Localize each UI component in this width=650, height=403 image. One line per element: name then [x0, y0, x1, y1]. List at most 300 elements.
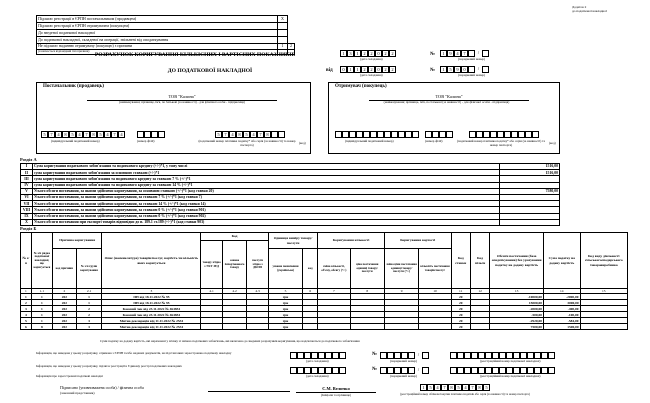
annex-line-2: до податкової накладної — [572, 9, 607, 14]
digit-cell[interactable]: 2 — [368, 50, 375, 57]
table-cell: 20 — [451, 312, 470, 318]
table-cell: VII — [21, 201, 33, 207]
digit-cell[interactable] — [384, 131, 391, 138]
footer-reg-2[interactable] — [450, 367, 555, 374]
digit-cell[interactable] — [520, 367, 527, 374]
digit-cell[interactable]: 2 — [361, 66, 368, 73]
section-b-table — [20, 232, 628, 330]
digit-cell[interactable]: 5 — [69, 131, 76, 138]
digit-cell[interactable] — [394, 367, 401, 374]
digit-cell[interactable] — [318, 352, 325, 359]
table-cell: Код виду діяльності сільськогосподарського товаровиробника — [580, 233, 627, 289]
digit-cell[interactable] — [356, 131, 363, 138]
digit-cell[interactable] — [468, 66, 475, 73]
seller-name[interactable]: ТОВ "Калина" — [168, 94, 196, 99]
digit-cell[interactable] — [513, 352, 520, 359]
digit-cell[interactable] — [271, 131, 278, 138]
table-cell: Сума коригування податкового зобов'язання та податкового кредиту (+/-)*1, у тому числі — [32, 164, 499, 170]
table-cell — [580, 324, 627, 330]
digit-cell[interactable] — [387, 352, 394, 359]
digit-cell[interactable]: 2 — [389, 66, 396, 73]
digit-cell[interactable]: 4 — [76, 131, 83, 138]
buyer-block — [328, 82, 560, 154]
digit-cell[interactable]: 7 — [111, 131, 118, 138]
table-cell: 2 — [52, 289, 76, 294]
digit-cell[interactable]: 5 — [447, 66, 454, 73]
table-cell: Усього обсяги постачання, за якими здійснено коригування, за ставкою 0 % (+/-)*1 (код ставки 901) — [32, 207, 499, 213]
table-cell: 202 — [52, 318, 76, 324]
buyer-name-caption: (найменування; прізвище, ім'я, по батькові (за наявності) - для фізичної особи - підприємця) — [383, 100, 510, 104]
table-cell: 7580,00 — [500, 188, 560, 194]
table-cell: 7500,00 — [490, 324, 544, 330]
digit-cell[interactable]: 4 — [55, 131, 62, 138]
table-cell: 2 — [76, 312, 102, 318]
check-box[interactable]: X — [278, 16, 288, 23]
table-row — [37, 16, 295, 23]
table-cell: -400,00 — [544, 306, 581, 312]
table-row — [21, 324, 628, 330]
table-cell: 3 — [76, 318, 102, 324]
digit-cell[interactable]: 1 — [440, 66, 447, 73]
digit-cell[interactable] — [363, 131, 370, 138]
digit-cell[interactable]: 5 — [97, 131, 104, 138]
check-label: Підлягає реєстрації в ЄРПН постачальником (продавцем) — [37, 16, 278, 23]
digit-cell[interactable] — [534, 367, 541, 374]
table-cell: зміна ціни постачання одиниці товару/послуги (+/-) — [384, 249, 418, 289]
table-cell: -500,00 — [490, 312, 544, 318]
digit-cell[interactable]: 0 — [461, 66, 468, 73]
digit-cell[interactable] — [511, 131, 518, 138]
digit-cell[interactable]: 4 — [104, 131, 111, 138]
table-cell: Код пільги — [470, 233, 489, 289]
digit-cell[interactable] — [446, 131, 453, 138]
table-cell: 1 — [31, 300, 52, 306]
num-caption: (порядковий номер) — [458, 73, 486, 77]
digit-cell[interactable] — [370, 131, 377, 138]
digit-cell[interactable] — [468, 50, 475, 57]
digit-cell[interactable]: 4 — [454, 50, 461, 57]
table-cell: IV — [21, 182, 33, 188]
digit-cell[interactable]: / — [417, 367, 420, 372]
table-cell: 1 — [31, 318, 52, 324]
seller-name-caption: (найменування; прізвище, ім'я, по батькові (за наявності) - для фізичної особи - підприємця) — [119, 100, 245, 104]
digit-cell[interactable]: 3 — [347, 50, 354, 57]
annex-note — [572, 5, 607, 14]
table-cell: 1516,00 — [500, 164, 560, 170]
buyer-pass-caption: (податковий номер платника податку* або серія (за наявності) та номер паспорта) — [457, 139, 545, 147]
buyer-heading: Отримувач (покупець) — [335, 84, 387, 89]
digit-cell[interactable] — [548, 367, 555, 374]
digit-cell[interactable]: 2 — [368, 66, 375, 73]
digit-cell[interactable]: 0 — [375, 50, 382, 57]
check-box[interactable] — [278, 23, 288, 30]
table-cell: грн — [268, 300, 302, 306]
digit-cell[interactable]: 4 — [118, 131, 125, 138]
digit-cell[interactable] — [318, 367, 325, 374]
table-cell: 14 — [544, 289, 581, 294]
digit-cell[interactable] — [412, 131, 419, 138]
digit-cell[interactable] — [464, 352, 471, 359]
digit-cell[interactable] — [325, 367, 332, 374]
digit-cell[interactable] — [457, 352, 464, 359]
table-cell: ПН від 18.11.2022 № 95 — [102, 300, 201, 306]
digit-cell[interactable]: 1 — [340, 50, 347, 57]
table-cell: Усього обсяги постачання при експорті товарів відповідно до п. 189.1 ст.189 (+/-)*1 (код ставки 903) — [32, 219, 499, 225]
table-row — [21, 219, 560, 225]
buyer-code[interactable] — [469, 131, 539, 138]
reason-type-box[interactable]: 1 — [278, 44, 288, 50]
table-cell — [201, 324, 223, 330]
table-cell: ціна постачання одиниці товару/послуги — [350, 249, 384, 289]
table-cell — [287, 23, 294, 30]
digit-cell[interactable]: 8 — [476, 384, 483, 391]
table-cell: V — [21, 188, 33, 194]
correction-date[interactable] — [340, 50, 396, 57]
table-cell: 4.1 — [201, 289, 223, 294]
digit-cell[interactable] — [380, 367, 387, 374]
table-cell: 8 — [350, 289, 384, 294]
digit-cell[interactable] — [476, 131, 483, 138]
digit-cell[interactable] — [339, 367, 346, 374]
invoice-date[interactable] — [340, 66, 396, 73]
table-cell: VI — [21, 194, 33, 200]
table-cell: код — [303, 249, 318, 289]
check-label: Підлягає реєстрації в ЄРПН отримувачем (покупцем) — [37, 23, 278, 30]
footer-date-2[interactable] — [290, 367, 346, 374]
digit-cell[interactable] — [311, 367, 318, 374]
digit-cell[interactable] — [405, 131, 412, 138]
digit-cell[interactable] — [485, 352, 492, 359]
digit-cell[interactable] — [478, 367, 485, 374]
table-cell: 202 — [52, 312, 76, 318]
digit-cell[interactable]: 4 — [229, 131, 236, 138]
digit-cell[interactable] — [311, 352, 318, 359]
digit-cell[interactable] — [394, 352, 401, 359]
table-cell — [384, 324, 418, 330]
digit-cell[interactable] — [439, 131, 446, 138]
digit-cell[interactable] — [499, 352, 506, 359]
digit-cell[interactable]: 7 — [461, 50, 468, 57]
digit-cell[interactable] — [408, 367, 415, 374]
table-cell: IX — [21, 213, 33, 219]
table-cell: 1 — [21, 294, 32, 300]
signer-code[interactable] — [420, 384, 490, 391]
digit-cell[interactable] — [408, 352, 415, 359]
table-cell: I — [21, 164, 33, 170]
digit-cell[interactable] — [391, 131, 398, 138]
seller-branch-caption: (номер філії) — [137, 139, 155, 143]
table-cell — [350, 324, 384, 330]
digit-cell[interactable] — [492, 367, 499, 374]
footer-reg-caption: (реєстраційний номер податкової накладної) — [480, 359, 541, 363]
buyer-ipn-caption: (індивідуальний податковий номер) — [345, 139, 394, 143]
footer-date-1[interactable] — [290, 352, 346, 359]
digit-cell[interactable]: 7 — [257, 131, 264, 138]
digit-cell[interactable] — [485, 367, 492, 374]
digit-cell[interactable]: 2 — [389, 50, 396, 57]
digit-cell[interactable] — [325, 352, 332, 359]
digit-cell[interactable] — [297, 352, 304, 359]
footer-note-1: Суми податку на додану вартість, які нараховані у зв'язку зі зміною податкових зобов'язань, які включено до зведених розрахунків коригування, що надсилаються до податкового зобов'язання — [100, 339, 360, 343]
digit-cell[interactable] — [527, 352, 534, 359]
digit-cell[interactable] — [482, 50, 489, 57]
digit-cell[interactable]: 1 — [420, 384, 427, 391]
digit-cell[interactable] — [398, 131, 405, 138]
signer-code-caption: (реєстраційний номер облікової картки платника податків або серія (за наявності) та номер паспорта) — [400, 392, 530, 396]
digit-cell[interactable]: 5 — [41, 131, 48, 138]
digit-cell[interactable] — [339, 352, 346, 359]
table-cell: -2000,00 — [544, 294, 581, 300]
digit-cell[interactable] — [335, 131, 342, 138]
table-cell — [419, 324, 451, 330]
digit-cell[interactable] — [137, 131, 144, 138]
digit-cell[interactable]: 7 — [83, 131, 90, 138]
table-cell: ПН від 18.11.2022 № 95 — [102, 294, 201, 300]
seller-ipn[interactable] — [41, 131, 125, 138]
digit-cell[interactable]: 1 — [347, 66, 354, 73]
digit-cell[interactable]: 4 — [250, 131, 257, 138]
buyer-branch-caption: (номер філії) — [425, 139, 443, 143]
digit-cell[interactable] — [482, 66, 489, 73]
digit-cell[interactable]: / — [417, 352, 420, 357]
digit-cell[interactable]: 8 — [264, 131, 271, 138]
digit-cell[interactable] — [532, 131, 539, 138]
table-cell: сума коригування податкового зобов'язання та податкового кредиту за ставкою 14 % (+/-)*1 — [32, 182, 499, 188]
digit-cell[interactable]: 5 — [215, 131, 222, 138]
digit-cell[interactable]: / — [477, 66, 480, 71]
digit-cell[interactable] — [304, 367, 311, 374]
digit-cell[interactable] — [492, 352, 499, 359]
table-cell: III — [21, 176, 33, 182]
signature-line[interactable] — [208, 391, 290, 392]
footer-reg-caption: (реєстраційний номер податкової накладної) — [480, 374, 541, 378]
check-label: До зведеної податкової накладної — [37, 30, 278, 37]
table-cell: 4.3 — [247, 289, 269, 294]
digit-cell[interactable] — [422, 352, 429, 359]
digit-cell[interactable] — [471, 352, 478, 359]
table-cell: 9 — [384, 289, 418, 294]
footer-num-caption: (порядковий номер) — [390, 359, 418, 363]
digit-cell[interactable] — [425, 131, 432, 138]
digit-cell[interactable] — [534, 352, 541, 359]
table-cell: -584,00 — [544, 318, 581, 324]
digit-cell[interactable]: 8 — [62, 131, 69, 138]
digit-cell[interactable] — [478, 352, 485, 359]
table-cell: Обсяги постачання (база оподаткування) без урахування податку на додану вартість — [490, 233, 544, 289]
table-cell: Опис (номенклатура) товарів/послуг, вартість чи кількість яких коригується — [102, 233, 201, 289]
table-cell: 10 — [419, 289, 451, 294]
digit-cell[interactable]: 8 — [448, 384, 455, 391]
table-row — [21, 233, 628, 241]
digit-cell[interactable] — [469, 131, 476, 138]
digit-cell[interactable] — [457, 367, 464, 374]
digit-cell[interactable]: 1 — [440, 50, 447, 57]
digit-cell[interactable]: 2 — [382, 50, 389, 57]
digit-cell[interactable] — [483, 131, 490, 138]
table-cell: сума коригування податкового зобов'язання за основною ставкою (+/-)*1 — [32, 170, 499, 176]
digit-cell[interactable] — [518, 131, 525, 138]
digit-cell[interactable] — [290, 367, 297, 374]
no-label: № — [430, 68, 436, 73]
digit-cell[interactable]: 8 — [90, 131, 97, 138]
table-cell: код причини — [52, 249, 76, 289]
digit-cell[interactable] — [497, 131, 504, 138]
table-cell: Усього обсяги постачання, за якими здійснено коригування, за ставкою 14 % (+/-)*1 (код ставки 14) — [32, 201, 499, 207]
table-cell: Митна декларація від 11.11.2022 № 2534 — [102, 324, 201, 330]
table-cell: Усього обсяги постачання, за якими здійснено коригування, за основною ставкою (+/-)*1 (код ставки 20) — [32, 188, 499, 194]
buyer-name[interactable]: ТОВ "Калина" — [435, 94, 463, 99]
digit-cell[interactable]: 9 — [454, 66, 461, 73]
digit-cell[interactable] — [541, 352, 548, 359]
digit-cell[interactable] — [548, 352, 555, 359]
digit-cell[interactable] — [144, 131, 151, 138]
table-cell: 6 — [303, 289, 318, 294]
table-row — [37, 23, 295, 30]
footer-reg-1[interactable] — [450, 352, 555, 359]
digit-cell[interactable]: 7 — [222, 131, 229, 138]
digit-cell[interactable] — [506, 352, 513, 359]
table-cell: № з/п групи коригування — [76, 249, 102, 289]
signer-name: С.М. Величко — [322, 386, 350, 391]
digit-cell[interactable]: 1 — [354, 50, 361, 57]
no-label: № — [430, 52, 436, 57]
table-cell: умовне позначення (українське) — [268, 249, 302, 289]
digit-cell[interactable]: 4 — [462, 384, 469, 391]
seller-code-note: (код) — [299, 141, 306, 145]
buyer-ipn[interactable] — [335, 131, 419, 138]
table-cell: товару згідно з УКТ ЗЕД — [201, 241, 223, 289]
table-cell: 6 — [21, 324, 32, 330]
table-cell: 5 — [21, 318, 32, 324]
table-cell — [318, 324, 350, 330]
table-cell: грн — [268, 294, 302, 300]
table-cell: 202 — [52, 300, 76, 306]
check-box[interactable] — [278, 30, 288, 37]
digit-cell[interactable]: 5 — [243, 131, 250, 138]
footer-no-label: № — [372, 352, 378, 357]
footer-no-label: № — [372, 367, 378, 372]
footer-note-2: Інформація, що наведена у цьому розрахунку, отримана з ЄРПН та/або наданих документів, на підставі яких зареєстровано податкову накладну — [36, 351, 232, 355]
digit-cell[interactable] — [278, 131, 285, 138]
table-cell: 1 — [31, 312, 52, 318]
table-cell: -100,00 — [544, 312, 581, 318]
invoice-number[interactable] — [440, 66, 489, 73]
digit-cell[interactable] — [304, 352, 311, 359]
digit-cell[interactable] — [504, 131, 511, 138]
digit-cell[interactable]: 5 — [427, 384, 434, 391]
table-cell: 4.2 — [222, 289, 246, 294]
digit-cell[interactable]: 2 — [382, 66, 389, 73]
digit-cell[interactable] — [377, 131, 384, 138]
section-a-heading: Розділ А — [20, 157, 37, 162]
digit-cell[interactable] — [513, 367, 520, 374]
digit-cell[interactable]: 0 — [340, 66, 347, 73]
seller-branch[interactable] — [137, 131, 165, 138]
digit-cell[interactable]: 2 — [361, 50, 368, 57]
digit-cell[interactable] — [499, 367, 506, 374]
table-cell: 1 — [76, 294, 102, 300]
footer-note-3: Інформація, що наведена у цьому розрахунку, підлягає реєстрації в Єдиному реєстрі податкових накладних — [36, 364, 182, 368]
digit-cell[interactable]: 7 — [469, 384, 476, 391]
digit-cell[interactable] — [422, 367, 429, 374]
digit-cell[interactable]: 8 — [236, 131, 243, 138]
digit-cell[interactable] — [471, 367, 478, 374]
digit-cell[interactable] — [290, 352, 297, 359]
table-cell: зміна кількості, об'єму, обсягу (+/-) — [318, 249, 350, 289]
correction-number[interactable] — [440, 50, 489, 57]
digit-cell[interactable] — [297, 367, 304, 374]
table-cell: 3 — [102, 289, 201, 294]
digit-cell[interactable] — [401, 367, 408, 374]
footer-num-2[interactable] — [380, 367, 429, 374]
digit-cell[interactable] — [525, 131, 532, 138]
digit-cell[interactable] — [490, 131, 497, 138]
footer-num-1[interactable] — [380, 352, 429, 359]
digit-cell[interactable] — [342, 131, 349, 138]
digit-cell[interactable]: 5 — [483, 384, 490, 391]
digit-cell[interactable]: 0 — [375, 66, 382, 73]
table-row — [37, 30, 295, 37]
reason-type-box[interactable]: 2 — [287, 44, 294, 50]
table-cell: 202 — [52, 306, 76, 312]
digit-cell[interactable] — [151, 131, 158, 138]
digit-cell[interactable] — [380, 352, 387, 359]
table-cell — [470, 324, 489, 330]
digit-cell[interactable]: 7 — [48, 131, 55, 138]
seller-code[interactable] — [215, 131, 285, 138]
digit-cell[interactable]: / — [477, 50, 480, 55]
digit-cell[interactable] — [506, 367, 513, 374]
table-cell: № з/п рядка податкової накладної, що коригується — [31, 233, 52, 289]
table-cell: № з/п — [21, 233, 32, 289]
table-cell: 20 — [451, 300, 470, 306]
digit-cell[interactable] — [450, 352, 457, 359]
table-cell — [287, 16, 294, 23]
doc-title: РОЗРАХУНОК КОРИГУВАННЯ КІЛЬКІСНИХ І ВАРТІСНИХ ПОКАЗНИКІВ — [94, 52, 296, 58]
digit-cell[interactable] — [387, 367, 394, 374]
digit-cell[interactable] — [464, 367, 471, 374]
table-cell: Код ставки — [451, 233, 470, 289]
digit-cell[interactable] — [541, 367, 548, 374]
footer-date-caption: (дата складання) — [306, 374, 329, 378]
table-cell — [303, 324, 318, 330]
buyer-branch[interactable] — [425, 131, 453, 138]
digit-cell[interactable]: 5 — [455, 384, 462, 391]
digit-cell[interactable] — [332, 367, 339, 374]
digit-cell[interactable] — [527, 367, 534, 374]
digit-cell[interactable] — [401, 352, 408, 359]
digit-cell[interactable]: 1 — [354, 66, 361, 73]
digit-cell[interactable] — [432, 131, 439, 138]
digit-cell[interactable]: 4 — [434, 384, 441, 391]
buyer-code-note: (код) — [549, 141, 556, 145]
footer-note-4: Інформація про зареєстровані податкові накладні — [36, 374, 103, 378]
table-cell: 20 — [451, 294, 470, 300]
digit-cell[interactable]: 9 — [447, 50, 454, 57]
digit-cell[interactable]: 7 — [441, 384, 448, 391]
digit-cell[interactable] — [450, 367, 457, 374]
table-cell: 12 — [470, 289, 489, 294]
table-cell: 3000,00 — [544, 300, 581, 306]
table-cell: -10000,00 — [490, 294, 544, 300]
num-caption: (порядковий номер) — [458, 57, 486, 61]
signer-sub: (законний представник) — [60, 391, 95, 395]
digit-cell[interactable] — [332, 352, 339, 359]
digit-cell[interactable] — [158, 131, 165, 138]
digit-cell[interactable] — [520, 352, 527, 359]
digit-cell[interactable] — [349, 131, 356, 138]
table-cell: -2920,00 — [490, 318, 544, 324]
